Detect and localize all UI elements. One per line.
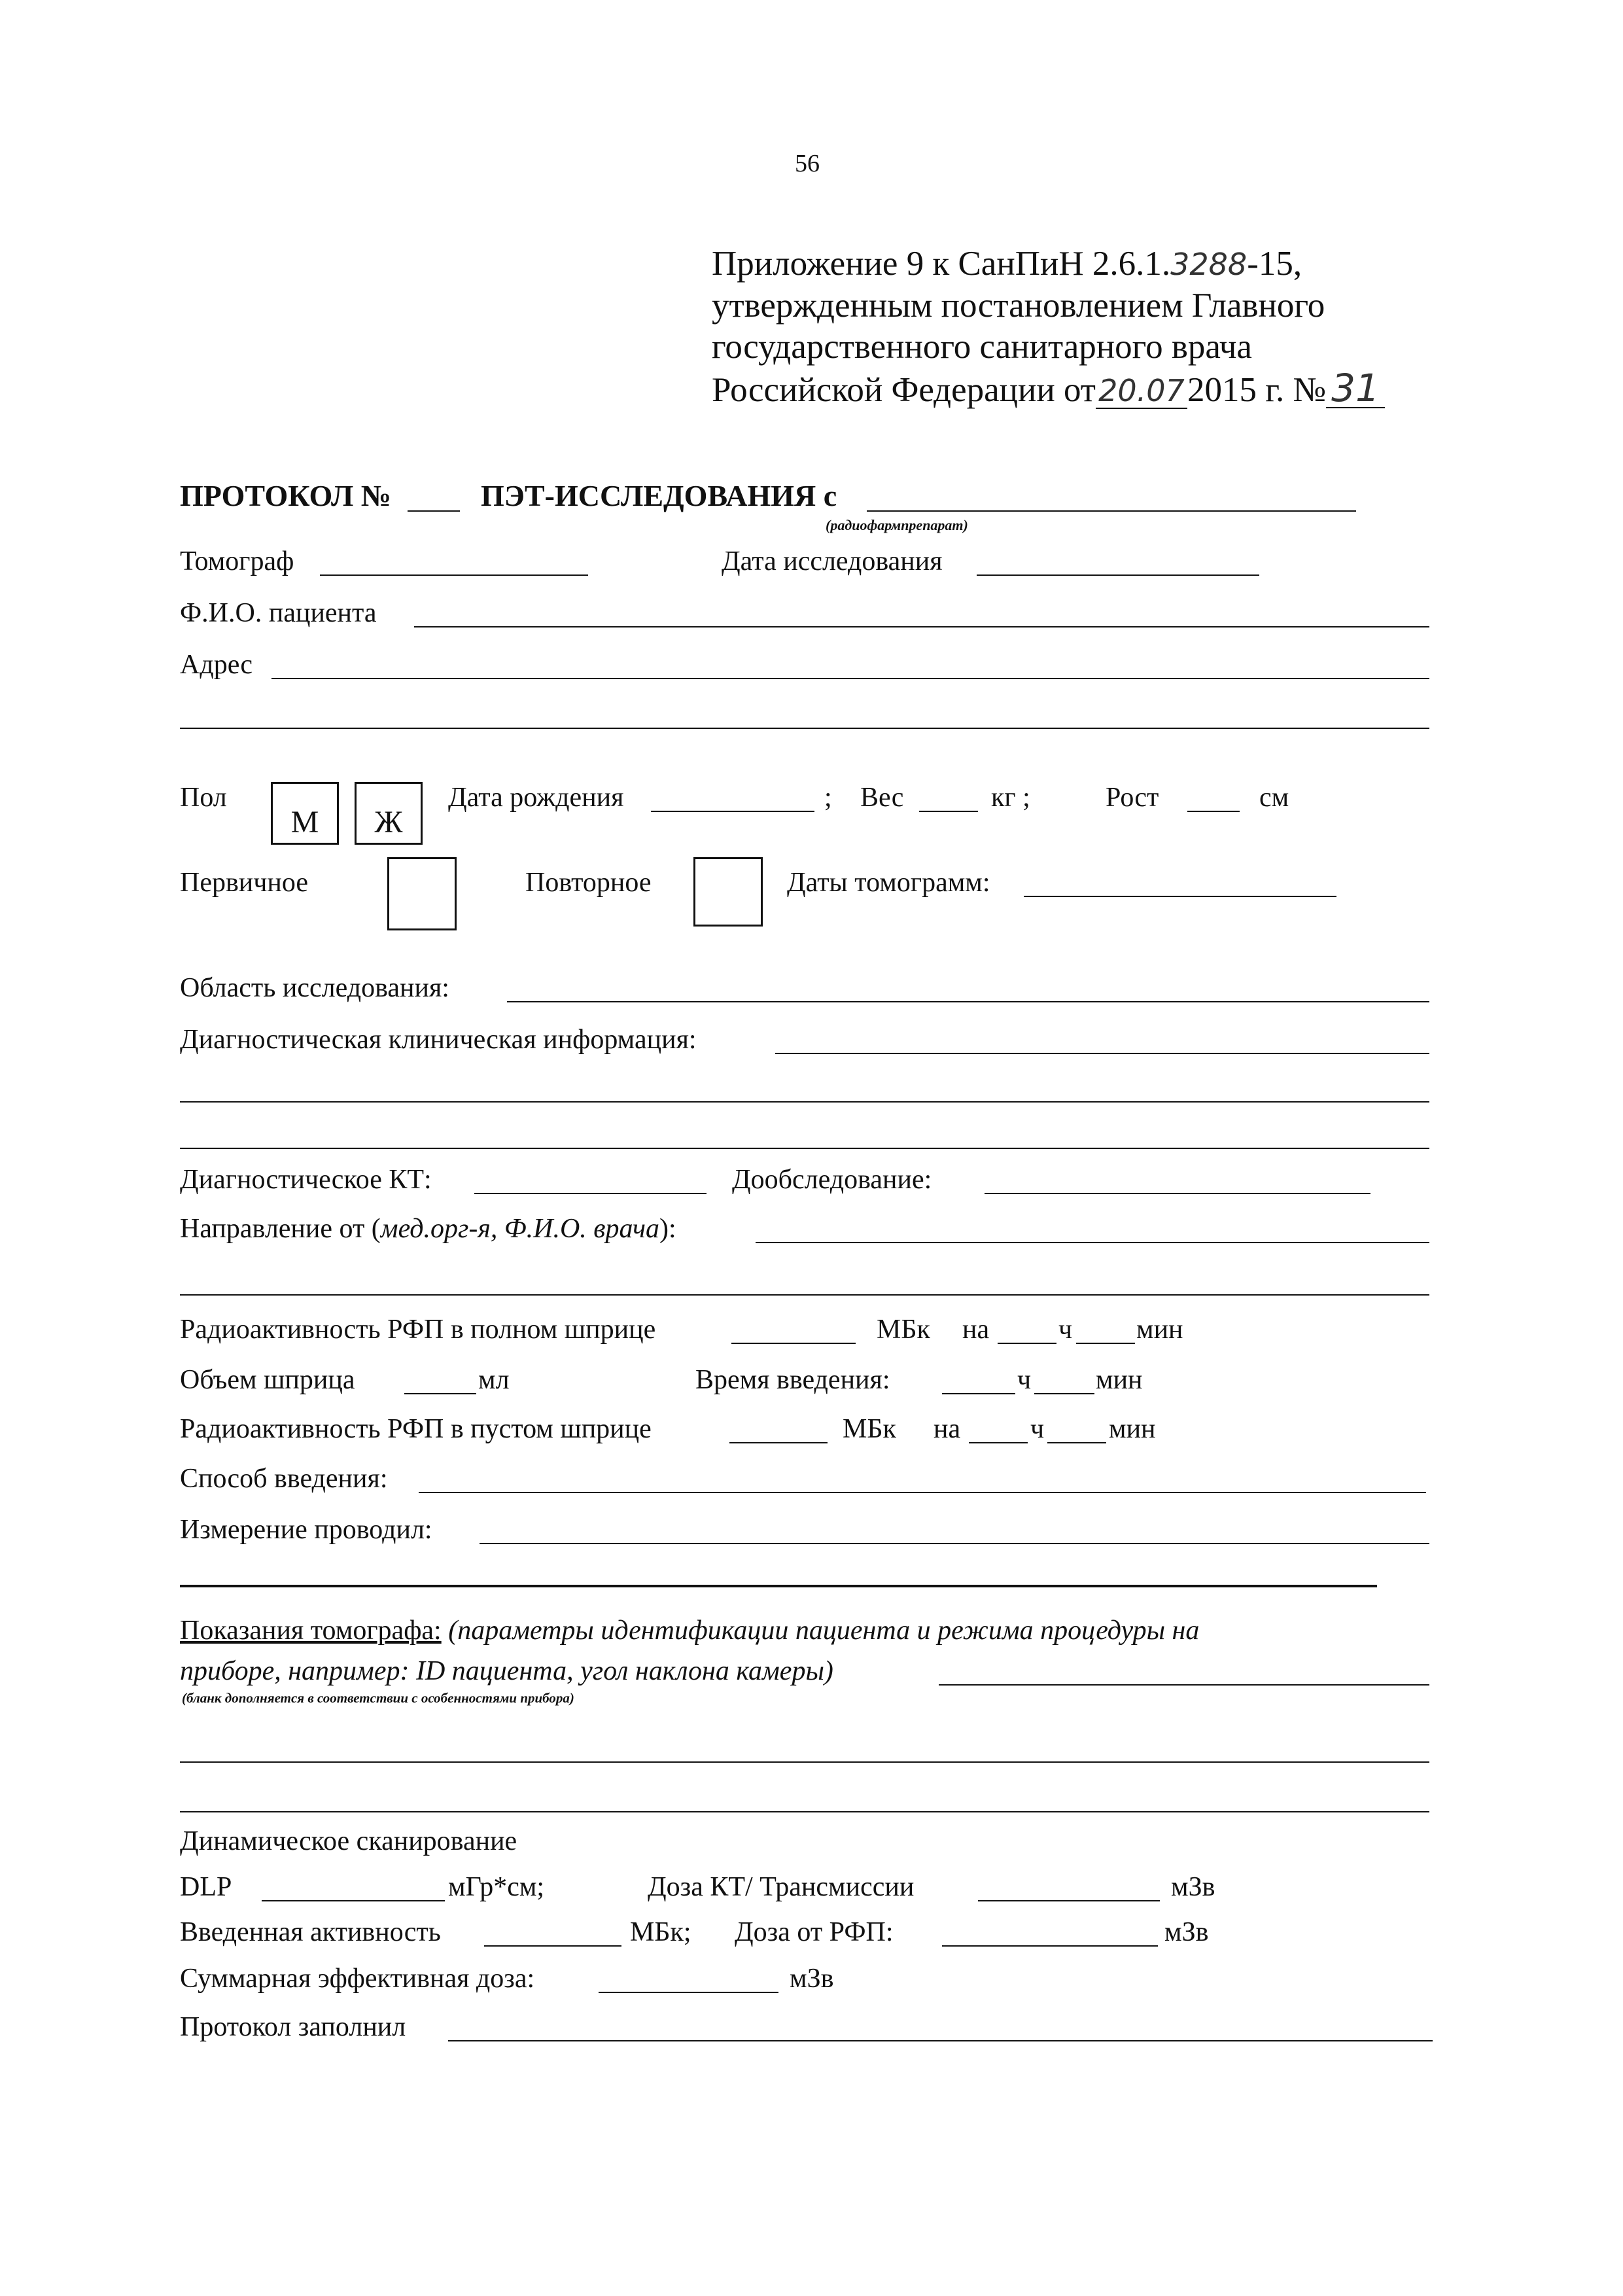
- birth-date-input[interactable]: [651, 811, 814, 812]
- full-syringe-hour-input[interactable]: [998, 1343, 1056, 1344]
- empty-syringe-label: Радиоактивность РФП в пустом шприце: [180, 1414, 652, 1444]
- pet-study-label: ПЭТ-ИССЛЕДОВАНИЯ с: [481, 479, 837, 512]
- row-address: [180, 648, 1429, 686]
- row-route: [180, 1462, 1429, 1500]
- tomogram-dates-input[interactable]: [1024, 896, 1336, 897]
- appendix-line-1: [712, 243, 1385, 285]
- height-label: Рост: [1106, 783, 1159, 813]
- dlp-unit: мГр*см;: [448, 1872, 545, 1902]
- rfp-dose-label: Доза от РФП:: [735, 1917, 894, 1947]
- address-input[interactable]: [271, 678, 1429, 679]
- radiopharmaceutical-blank: [867, 510, 1356, 512]
- row-full-syringe: [180, 1313, 1429, 1351]
- row-primary-repeat: [180, 866, 1429, 904]
- tomograph-readings-line-3[interactable]: [180, 1761, 1429, 1763]
- route-input[interactable]: [419, 1492, 1426, 1493]
- weight-label: Вес: [860, 783, 904, 813]
- route-label: Способ введения:: [180, 1464, 388, 1494]
- row-total-dose: [180, 1962, 1429, 2000]
- empty-syringe-at: на: [934, 1414, 961, 1444]
- appendix-line-4-prefix: Российской Федерации от: [712, 371, 1096, 409]
- height-unit: см: [1259, 783, 1289, 813]
- primary-checkbox[interactable]: [387, 857, 457, 930]
- dlp-input[interactable]: [262, 1900, 445, 1901]
- tomograph-input[interactable]: [320, 574, 588, 576]
- appendix-line-2: утвержденным постановлением Главного: [712, 287, 1325, 325]
- injection-time-label: Время введения:: [695, 1365, 890, 1395]
- radiopharmaceutical-caption: (радиофармпрепарат): [826, 517, 968, 533]
- page-number: 56: [795, 150, 820, 177]
- clinical-info-line-2[interactable]: [180, 1101, 1429, 1103]
- row-patient-name: [180, 596, 1429, 634]
- appendix-prefix: Приложение 9 к СанПиН 2.6.1.: [712, 245, 1171, 283]
- repeat-label: Повторное: [525, 868, 652, 898]
- tomograph-readings-desc-1: (параметры идентификации пациента и режима процедуры на: [448, 1616, 1200, 1646]
- repeat-checkbox[interactable]: [693, 857, 763, 927]
- tomograph-readings-label: Показания томографа:: [180, 1616, 442, 1646]
- injection-time-min-input[interactable]: [1034, 1393, 1094, 1394]
- syringe-volume-unit: мл: [478, 1365, 510, 1395]
- referral-label: [180, 1213, 676, 1245]
- total-dose-label: Суммарная эффективная доза:: [180, 1964, 535, 1994]
- injected-activity-label: Введенная активность: [180, 1917, 441, 1947]
- row-measured-by: [180, 1513, 1429, 1551]
- row-dlp: [180, 1870, 1429, 1908]
- weight-unit: кг ;: [991, 783, 1030, 813]
- referral-line-2[interactable]: [180, 1294, 1429, 1296]
- empty-syringe-activity-input[interactable]: [729, 1442, 828, 1443]
- sex-male-letter: М: [290, 805, 319, 839]
- measured-by-label: Измерение проводил:: [180, 1515, 432, 1545]
- tomogram-dates-label: Даты томограмм:: [787, 868, 990, 898]
- rfp-dose-input[interactable]: [942, 1945, 1158, 1947]
- tomograph-label: Томограф: [180, 546, 294, 576]
- full-syringe-at: на: [962, 1315, 990, 1345]
- sex-female-letter: Ж: [374, 805, 403, 839]
- injection-time-hour-input[interactable]: [942, 1393, 1015, 1394]
- weight-input[interactable]: [919, 811, 978, 812]
- address-extra-line[interactable]: [180, 728, 1429, 729]
- clinical-info-line-3[interactable]: [180, 1148, 1429, 1149]
- row-injected-activity: [180, 1915, 1429, 1953]
- full-syringe-activity-input[interactable]: [731, 1343, 856, 1344]
- full-syringe-min-unit: мин: [1136, 1315, 1183, 1345]
- injection-time-hour-unit: ч: [1017, 1365, 1032, 1395]
- diagnostic-ct-input[interactable]: [474, 1193, 707, 1194]
- empty-syringe-hour-input[interactable]: [969, 1442, 1028, 1443]
- total-dose-unit: мЗв: [790, 1964, 834, 1994]
- sex-female-checkbox[interactable]: [355, 782, 423, 845]
- dynamic-scan-label: Динамическое сканирование: [180, 1826, 517, 1856]
- study-date-input[interactable]: [977, 574, 1259, 576]
- ct-dose-input[interactable]: [978, 1900, 1160, 1901]
- full-syringe-min-input[interactable]: [1076, 1343, 1135, 1344]
- diagnostic-ct-label: Диагностическое КТ:: [180, 1165, 432, 1195]
- referral-label-italic: мед.орг-я, Ф.И.О. врача: [380, 1214, 659, 1244]
- empty-syringe-min-input[interactable]: [1047, 1442, 1106, 1443]
- referral-label-suffix: ):: [659, 1214, 676, 1244]
- additional-exam-label: Дообследование:: [732, 1165, 932, 1195]
- handwritten-date: 20.07: [1098, 373, 1185, 408]
- row-diagnostic-ct: [180, 1163, 1429, 1201]
- row-dynamic-scan: [180, 1824, 1429, 1862]
- injection-time-min-unit: мин: [1096, 1365, 1143, 1395]
- section-divider: [180, 1585, 1377, 1587]
- empty-syringe-mbq: МБк: [843, 1414, 896, 1444]
- birth-date-semicolon: ;: [824, 783, 832, 813]
- patient-name-label: Ф.И.О. пациента: [180, 598, 377, 628]
- protocol-number-blank: [408, 510, 460, 512]
- appendix-year: 2015 г. №: [1187, 371, 1327, 409]
- clinical-info-label: Диагностическая клиническая информация:: [180, 1025, 697, 1055]
- tomograph-readings-line-2: [180, 1654, 1429, 1692]
- handwritten-doc-number: 3288: [1170, 247, 1248, 282]
- date-field: [1096, 370, 1187, 412]
- appendix-line-3: государственного санитарного врача: [712, 328, 1252, 366]
- row-syringe-volume: [180, 1363, 1429, 1401]
- total-dose-input[interactable]: [599, 1992, 778, 1993]
- appendix-line-4: [712, 368, 1385, 412]
- birth-date-label: Дата рождения: [448, 783, 624, 813]
- patient-name-input[interactable]: [414, 626, 1429, 627]
- injected-activity-input[interactable]: [484, 1945, 621, 1947]
- tomograph-readings-line-1: [180, 1615, 1199, 1646]
- full-syringe-hour-unit: ч: [1058, 1315, 1073, 1345]
- primary-label: Первичное: [180, 868, 309, 898]
- syringe-volume-label: Объем шприца: [180, 1365, 355, 1395]
- full-syringe-mbq: МБк: [877, 1315, 930, 1345]
- full-syringe-label: Радиоактивность РФП в полном шприце: [180, 1315, 656, 1345]
- protocol-title: [180, 472, 1227, 518]
- filled-by-label: Протокол заполнил: [180, 2012, 406, 2042]
- row-study-area: [180, 971, 1429, 1009]
- tomograph-readings-line-4[interactable]: [180, 1811, 1429, 1812]
- tomograph-readings-input[interactable]: [939, 1684, 1429, 1686]
- filled-by-input[interactable]: [448, 2040, 1433, 2041]
- sex-male-checkbox[interactable]: [271, 782, 339, 845]
- row-referral: [180, 1212, 1429, 1250]
- order-number-field: [1326, 368, 1385, 411]
- appendix-suffix: -15,: [1247, 245, 1302, 283]
- syringe-volume-input[interactable]: [404, 1393, 476, 1394]
- appendix-header: [712, 243, 1385, 412]
- handwritten-order-number: 31: [1331, 366, 1380, 410]
- clinical-info-input[interactable]: [775, 1053, 1429, 1054]
- order-number-underline: [1326, 407, 1385, 408]
- height-input[interactable]: [1187, 811, 1240, 812]
- rfp-dose-unit: мЗв: [1164, 1917, 1209, 1947]
- row-empty-syringe: [180, 1412, 1429, 1450]
- address-label: Адрес: [180, 650, 253, 680]
- empty-syringe-hour-unit: ч: [1030, 1414, 1045, 1444]
- row-tomograph: [180, 544, 1429, 582]
- sex-label: Пол: [180, 783, 227, 813]
- injected-activity-unit: МБк;: [630, 1917, 691, 1947]
- dlp-label: DLP: [180, 1872, 232, 1902]
- date-underline: [1096, 408, 1187, 409]
- ct-dose-unit: мЗв: [1171, 1872, 1215, 1902]
- study-area-label: Область исследования:: [180, 973, 449, 1003]
- ct-dose-label: Доза КТ/ Трансмиссии: [648, 1872, 915, 1902]
- study-area-input[interactable]: [507, 1001, 1429, 1002]
- measured-by-input[interactable]: [480, 1543, 1429, 1544]
- row-filled-by: [180, 2010, 1429, 2048]
- protocol-number-label: ПРОТОКОЛ №: [180, 479, 391, 512]
- row-clinical-info: [180, 1023, 1429, 1061]
- tomograph-readings-desc-2: приборе, например: ID пациента, угол наклона камеры): [180, 1656, 833, 1686]
- referral-input[interactable]: [756, 1242, 1429, 1243]
- empty-syringe-min-unit: мин: [1109, 1414, 1156, 1444]
- tomograph-readings-note: (бланк дополняется в соответствии с особенностями прибора): [182, 1690, 574, 1706]
- study-date-label: Дата исследования: [722, 546, 943, 576]
- referral-label-prefix: Направление от (: [180, 1214, 381, 1244]
- additional-exam-input[interactable]: [985, 1193, 1370, 1194]
